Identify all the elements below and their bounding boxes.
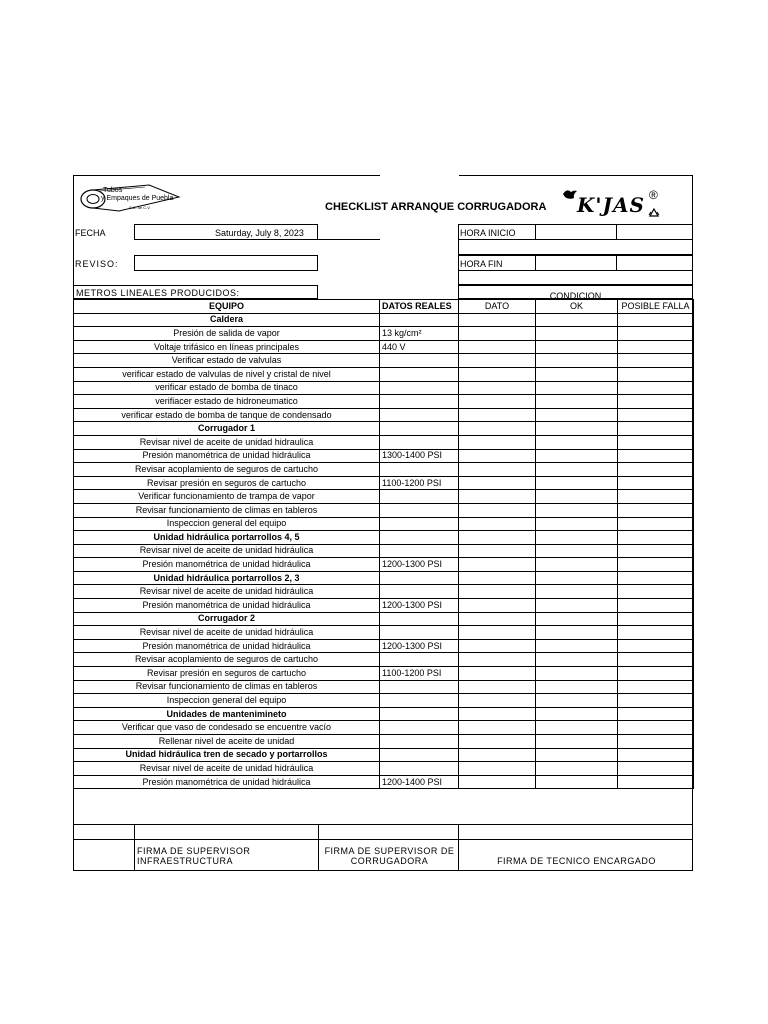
section-row — [74, 531, 694, 545]
ok-cell[interactable] — [536, 721, 618, 735]
ok-cell[interactable] — [536, 449, 618, 463]
datos-reales-cell[interactable] — [380, 571, 459, 585]
posible-falla-cell[interactable] — [618, 775, 694, 789]
dato-cell[interactable] — [459, 367, 536, 381]
frame-top-left — [73, 175, 380, 176]
dato-cell[interactable] — [459, 449, 536, 463]
hora-fin-box — [458, 255, 536, 271]
recycle-icon — [647, 207, 661, 221]
table-row — [74, 503, 694, 517]
datos-reales-cell[interactable] — [380, 354, 459, 368]
posible-falla-cell[interactable] — [618, 748, 694, 762]
check-item-label: Revisar presión en seguros de cartucho — [74, 667, 380, 681]
table-row — [74, 327, 694, 341]
datos-reales-cell[interactable] — [380, 762, 459, 776]
check-item-label: verificar estado de bomba de tanque de condensado — [74, 408, 380, 422]
check-item-label: Presión manométrica de unidad hidráulica — [74, 599, 380, 613]
section-title: Corrugador 2 — [74, 612, 380, 626]
col-posible-falla: POSIBLE FALLA — [618, 300, 694, 314]
check-item-label: Revisar funcionamiento de climas en tableros — [74, 503, 380, 517]
ok-cell[interactable] — [536, 571, 618, 585]
check-item-label: Revisar funcionamiento de climas en tableros — [74, 680, 380, 694]
ok-cell[interactable] — [536, 435, 618, 449]
ok-cell[interactable] — [536, 381, 618, 395]
signature-block — [73, 824, 693, 871]
datos-reales-cell[interactable] — [380, 517, 459, 531]
datos-reales-cell[interactable] — [380, 626, 459, 640]
dato-cell[interactable] — [459, 340, 536, 354]
hora-fin-field[interactable] — [535, 255, 617, 271]
ok-cell[interactable] — [536, 585, 618, 599]
table-row — [74, 435, 694, 449]
ok-cell[interactable] — [536, 558, 618, 572]
check-item-label: Revisar nivel de aceite de unidad hidráulica — [74, 585, 380, 599]
ok-cell[interactable] — [536, 367, 618, 381]
logo-text-3: S.A. de C.V. — [129, 205, 151, 210]
check-item-label: Presión manométrica de unidad hidráulica — [74, 775, 380, 789]
fecha-field[interactable] — [134, 224, 318, 240]
sig-tecnico-box — [458, 839, 693, 871]
section-row — [74, 422, 694, 436]
datos-reales-cell[interactable]: 1200-1400 PSI — [380, 775, 459, 789]
posible-falla-cell[interactable] — [618, 476, 694, 490]
posible-falla-cell[interactable] — [618, 367, 694, 381]
posible-falla-cell[interactable] — [618, 585, 694, 599]
table-row — [74, 476, 694, 490]
check-item-label: Voltaje trifásico en líneas principales — [74, 340, 380, 354]
sig-blank-b — [73, 839, 135, 871]
logo-text-2: y Empaques de Puebla — [101, 195, 174, 202]
check-item-label: Revisar nivel de aceite de unidad hidráulica — [74, 626, 380, 640]
hora-fin-gap-row — [458, 270, 693, 285]
datos-reales-cell[interactable] — [380, 707, 459, 721]
posible-falla-cell[interactable] — [618, 707, 694, 721]
table-row — [74, 599, 694, 613]
ok-cell[interactable] — [536, 612, 618, 626]
ok-cell[interactable] — [536, 626, 618, 640]
ok-cell[interactable] — [536, 775, 618, 789]
frame-top-right — [459, 175, 693, 176]
table-row — [74, 517, 694, 531]
dato-cell[interactable] — [459, 490, 536, 504]
check-item-label: Presión manométrica de unidad hidráulica — [74, 639, 380, 653]
dato-cell[interactable] — [459, 395, 536, 409]
check-item-label: Revisar nivel de aceite de unidad hidraulica — [74, 435, 380, 449]
fecha-value: Saturday, July 8, 2023 — [215, 228, 304, 238]
check-item-label: verificar estado de valvulas de nivel y cristal de nivel — [74, 367, 380, 381]
dato-cell[interactable] — [459, 558, 536, 572]
column-header-row — [74, 300, 694, 314]
ok-cell[interactable] — [536, 653, 618, 667]
dato-cell[interactable] — [459, 503, 536, 517]
ok-cell[interactable] — [536, 503, 618, 517]
sig-infra-box — [134, 839, 319, 871]
datos-reales-cell[interactable] — [380, 531, 459, 545]
metros-label: METROS LINEALES PRODUCIDOS: — [76, 288, 240, 298]
dato-cell[interactable] — [459, 680, 536, 694]
datos-reales-cell[interactable] — [380, 680, 459, 694]
sig-corr-label-2: CORRUGADORA — [350, 856, 429, 866]
company-logo — [79, 181, 189, 215]
posible-falla-cell[interactable] — [618, 422, 694, 436]
datos-reales-cell[interactable] — [380, 735, 459, 749]
dato-cell[interactable] — [459, 435, 536, 449]
table-row — [74, 463, 694, 477]
condicion-header — [458, 285, 693, 299]
check-item-label: Presión manométrica de unidad hidráulica — [74, 449, 380, 463]
ok-cell[interactable] — [536, 476, 618, 490]
posible-falla-cell[interactable] — [618, 531, 694, 545]
ok-cell[interactable] — [536, 667, 618, 681]
check-item-label: Revisar acoplamiento de seguros de cartucho — [74, 653, 380, 667]
posible-falla-cell[interactable] — [618, 694, 694, 708]
posible-falla-cell[interactable] — [618, 313, 694, 327]
posible-falla-cell[interactable] — [618, 381, 694, 395]
ok-cell[interactable] — [536, 680, 618, 694]
table-row — [74, 667, 694, 681]
datos-reales-cell[interactable]: 1100-1200 PSI — [380, 667, 459, 681]
hora-inicio-box — [458, 224, 536, 240]
ok-cell[interactable] — [536, 544, 618, 558]
section-title: Unidad hidráulica portarrollos 2, 3 — [74, 571, 380, 585]
posible-falla-cell[interactable] — [618, 571, 694, 585]
check-item-label: Verificar funcionamiento de trampa de vapor — [74, 490, 380, 504]
posible-falla-cell[interactable] — [618, 639, 694, 653]
section-title: Unidades de mantenimineto — [74, 707, 380, 721]
datos-reales-cell[interactable] — [380, 408, 459, 422]
brand-logo: K'JAS — [577, 193, 645, 217]
checklist-table — [73, 299, 694, 789]
check-item-label: verifiacer estado de hidroneumatico — [74, 395, 380, 409]
table-row — [74, 367, 694, 381]
dato-cell[interactable] — [459, 762, 536, 776]
datos-reales-cell[interactable]: 13 kg/cm² — [380, 327, 459, 341]
ok-cell[interactable] — [536, 517, 618, 531]
col-datos-reales: DATOS REALES — [380, 300, 459, 314]
posible-falla-cell[interactable] — [618, 667, 694, 681]
hora-gap-row — [458, 239, 693, 255]
check-item-label: verificar estado de bomba de tinaco — [74, 381, 380, 395]
ok-cell[interactable] — [536, 748, 618, 762]
datos-reales-cell[interactable]: 440 V — [380, 340, 459, 354]
datos-reales-cell[interactable] — [380, 435, 459, 449]
dato-cell[interactable] — [459, 422, 536, 436]
dato-cell[interactable] — [459, 748, 536, 762]
check-item-label: Presión de salida de vapor — [74, 327, 380, 341]
sig-blank-a — [73, 824, 135, 840]
dato-cell[interactable] — [459, 599, 536, 613]
hora-fin-extra — [616, 255, 693, 271]
posible-falla-cell[interactable] — [618, 558, 694, 572]
posible-falla-cell[interactable] — [618, 680, 694, 694]
posible-falla-cell[interactable] — [618, 327, 694, 341]
logo-text-1: Tubos — [103, 187, 123, 194]
dato-cell[interactable] — [459, 327, 536, 341]
posible-falla-cell[interactable] — [618, 735, 694, 749]
ok-cell[interactable] — [536, 599, 618, 613]
section-row — [74, 612, 694, 626]
posible-falla-cell[interactable] — [618, 395, 694, 409]
dato-cell[interactable] — [459, 476, 536, 490]
dato-cell[interactable] — [459, 531, 536, 545]
check-item-label: Verificar que vaso de condesado se encuentre vacío — [74, 721, 380, 735]
metros-box — [73, 285, 318, 299]
sig-infra-label-1: FIRMA DE SUPERVISOR — [137, 846, 251, 856]
table-row — [74, 626, 694, 640]
table-row — [74, 381, 694, 395]
sig-corr-box — [318, 839, 459, 871]
section-row — [74, 748, 694, 762]
ok-cell[interactable] — [536, 408, 618, 422]
ok-cell[interactable] — [536, 490, 618, 504]
datos-reales-cell[interactable] — [380, 653, 459, 667]
ok-cell[interactable] — [536, 735, 618, 749]
table-row — [74, 490, 694, 504]
datos-reales-cell[interactable]: 1200-1300 PSI — [380, 639, 459, 653]
section-row — [74, 707, 694, 721]
dato-cell[interactable] — [459, 735, 536, 749]
dato-cell[interactable] — [459, 626, 536, 640]
table-row — [74, 449, 694, 463]
dato-cell[interactable] — [459, 571, 536, 585]
dato-cell[interactable] — [459, 585, 536, 599]
ok-cell[interactable] — [536, 531, 618, 545]
hora-inicio-field[interactable] — [535, 224, 617, 240]
section-title: Caldera — [74, 313, 380, 327]
fecha-label: FECHA — [75, 228, 106, 238]
posible-falla-cell[interactable] — [618, 449, 694, 463]
section-title: Unidad hidráulica tren de secado y portarrollos — [74, 748, 380, 762]
section-row — [74, 571, 694, 585]
ok-cell[interactable] — [536, 639, 618, 653]
check-item-label: Presión manométrica de unidad hidráulica — [74, 558, 380, 572]
table-row — [74, 694, 694, 708]
table-row — [74, 775, 694, 789]
dato-cell[interactable] — [459, 667, 536, 681]
posible-falla-cell[interactable] — [618, 490, 694, 504]
section-title: Corrugador 1 — [74, 422, 380, 436]
brand-registered-mark: ® — [649, 188, 658, 202]
datos-reales-cell[interactable] — [380, 544, 459, 558]
sig-corr-label-1: FIRMA DE SUPERVISOR DE — [324, 846, 455, 856]
ok-cell[interactable] — [536, 340, 618, 354]
ok-cell[interactable] — [536, 354, 618, 368]
dato-cell[interactable] — [459, 463, 536, 477]
ok-cell[interactable] — [536, 463, 618, 477]
sig-tecnico-line[interactable] — [458, 824, 693, 840]
check-item-label: Inspeccion general del equipo — [74, 517, 380, 531]
datos-reales-cell[interactable] — [380, 612, 459, 626]
dato-cell[interactable] — [459, 639, 536, 653]
dato-cell[interactable] — [459, 517, 536, 531]
posible-falla-cell[interactable] — [618, 340, 694, 354]
ok-cell[interactable] — [536, 422, 618, 436]
datos-reales-cell[interactable] — [380, 694, 459, 708]
posible-falla-cell[interactable] — [618, 626, 694, 640]
sig-corr-line[interactable] — [318, 824, 459, 840]
reviso-label: REVISO: — [75, 259, 119, 269]
check-item-label: Rellenar nivel de aceite de unidad — [74, 735, 380, 749]
table-row — [74, 653, 694, 667]
datos-reales-cell[interactable] — [380, 422, 459, 436]
dato-cell[interactable] — [459, 775, 536, 789]
check-item-label: Revisar nivel de aceite de unidad hidráulica — [74, 544, 380, 558]
dato-cell[interactable] — [459, 381, 536, 395]
posible-falla-cell[interactable] — [618, 653, 694, 667]
dato-cell[interactable] — [459, 544, 536, 558]
check-item-label: Verificar estado de valvulas — [74, 354, 380, 368]
table-row — [74, 558, 694, 572]
posible-falla-cell[interactable] — [618, 435, 694, 449]
section-row — [74, 313, 694, 327]
col-equipo: EQUIPO — [74, 300, 380, 314]
table-row — [74, 408, 694, 422]
posible-falla-cell[interactable] — [618, 762, 694, 776]
reviso-field[interactable] — [134, 255, 318, 271]
datos-reales-cell[interactable] — [380, 367, 459, 381]
dato-cell[interactable] — [459, 612, 536, 626]
datos-reales-cell[interactable] — [380, 585, 459, 599]
posible-falla-cell[interactable] — [618, 354, 694, 368]
table-row — [74, 762, 694, 776]
datos-reales-cell[interactable]: 1300-1400 PSI — [380, 449, 459, 463]
posible-falla-cell[interactable] — [618, 721, 694, 735]
col-dato: DATO — [459, 300, 536, 314]
posible-falla-cell[interactable] — [618, 599, 694, 613]
table-row — [74, 639, 694, 653]
checklist-sheet — [73, 175, 693, 871]
dato-cell[interactable] — [459, 354, 536, 368]
datos-reales-cell[interactable]: 1200-1300 PSI — [380, 599, 459, 613]
ok-cell[interactable] — [536, 327, 618, 341]
sig-infra-label-2: INFRAESTRUCTURA — [137, 856, 234, 866]
posible-falla-cell[interactable] — [618, 503, 694, 517]
fecha-underline — [318, 239, 380, 240]
datos-reales-cell[interactable] — [380, 721, 459, 735]
ok-cell[interactable] — [536, 395, 618, 409]
col-ok: OK — [536, 300, 618, 314]
datos-reales-cell[interactable]: 1200-1300 PSI — [380, 558, 459, 572]
check-item-label: Inspeccion general del equipo — [74, 694, 380, 708]
posible-falla-cell[interactable] — [618, 544, 694, 558]
dato-cell[interactable] — [459, 721, 536, 735]
posible-falla-cell[interactable] — [618, 612, 694, 626]
check-item-label: Revisar acoplamiento de seguros de cartucho — [74, 463, 380, 477]
table-row — [74, 544, 694, 558]
dato-cell[interactable] — [459, 408, 536, 422]
datos-reales-cell[interactable] — [380, 395, 459, 409]
table-row — [74, 680, 694, 694]
table-row — [74, 354, 694, 368]
dato-cell[interactable] — [459, 694, 536, 708]
dato-cell[interactable] — [459, 653, 536, 667]
datos-reales-cell[interactable] — [380, 313, 459, 327]
sig-tecnico-label: FIRMA DE TECNICO ENCARGADO — [497, 856, 656, 866]
posible-falla-cell[interactable] — [618, 517, 694, 531]
hora-inicio-extra — [616, 224, 693, 240]
ok-cell[interactable] — [536, 313, 618, 327]
datos-reales-cell[interactable] — [380, 490, 459, 504]
section-title: Unidad hidráulica portarrollos 4, 5 — [74, 531, 380, 545]
hora-inicio-label: HORA INICIO — [460, 228, 516, 238]
table-row — [74, 585, 694, 599]
table-row — [74, 721, 694, 735]
check-item-label: Revisar presión en seguros de cartucho — [74, 476, 380, 490]
sig-infra-line[interactable] — [134, 824, 319, 840]
hora-fin-label: HORA FIN — [460, 259, 503, 269]
check-item-label: Revisar nivel de aceite de unidad hidráulica — [74, 762, 380, 776]
condicion-label: CONDICION — [549, 291, 602, 301]
datos-reales-cell[interactable]: 1100-1200 PSI — [380, 476, 459, 490]
ok-cell[interactable] — [536, 694, 618, 708]
page-title: CHECKLIST ARRANQUE CORRUGADORA — [325, 201, 547, 213]
table-row — [74, 735, 694, 749]
datos-reales-cell[interactable] — [380, 463, 459, 477]
posible-falla-cell[interactable] — [618, 463, 694, 477]
datos-reales-cell[interactable] — [380, 503, 459, 517]
brand-bird-icon — [563, 187, 575, 199]
datos-reales-cell[interactable] — [380, 748, 459, 762]
ok-cell[interactable] — [536, 707, 618, 721]
ok-cell[interactable] — [536, 762, 618, 776]
table-row — [74, 395, 694, 409]
dato-cell[interactable] — [459, 313, 536, 327]
posible-falla-cell[interactable] — [618, 408, 694, 422]
dato-cell[interactable] — [459, 707, 536, 721]
datos-reales-cell[interactable] — [380, 381, 459, 395]
table-row — [74, 340, 694, 354]
